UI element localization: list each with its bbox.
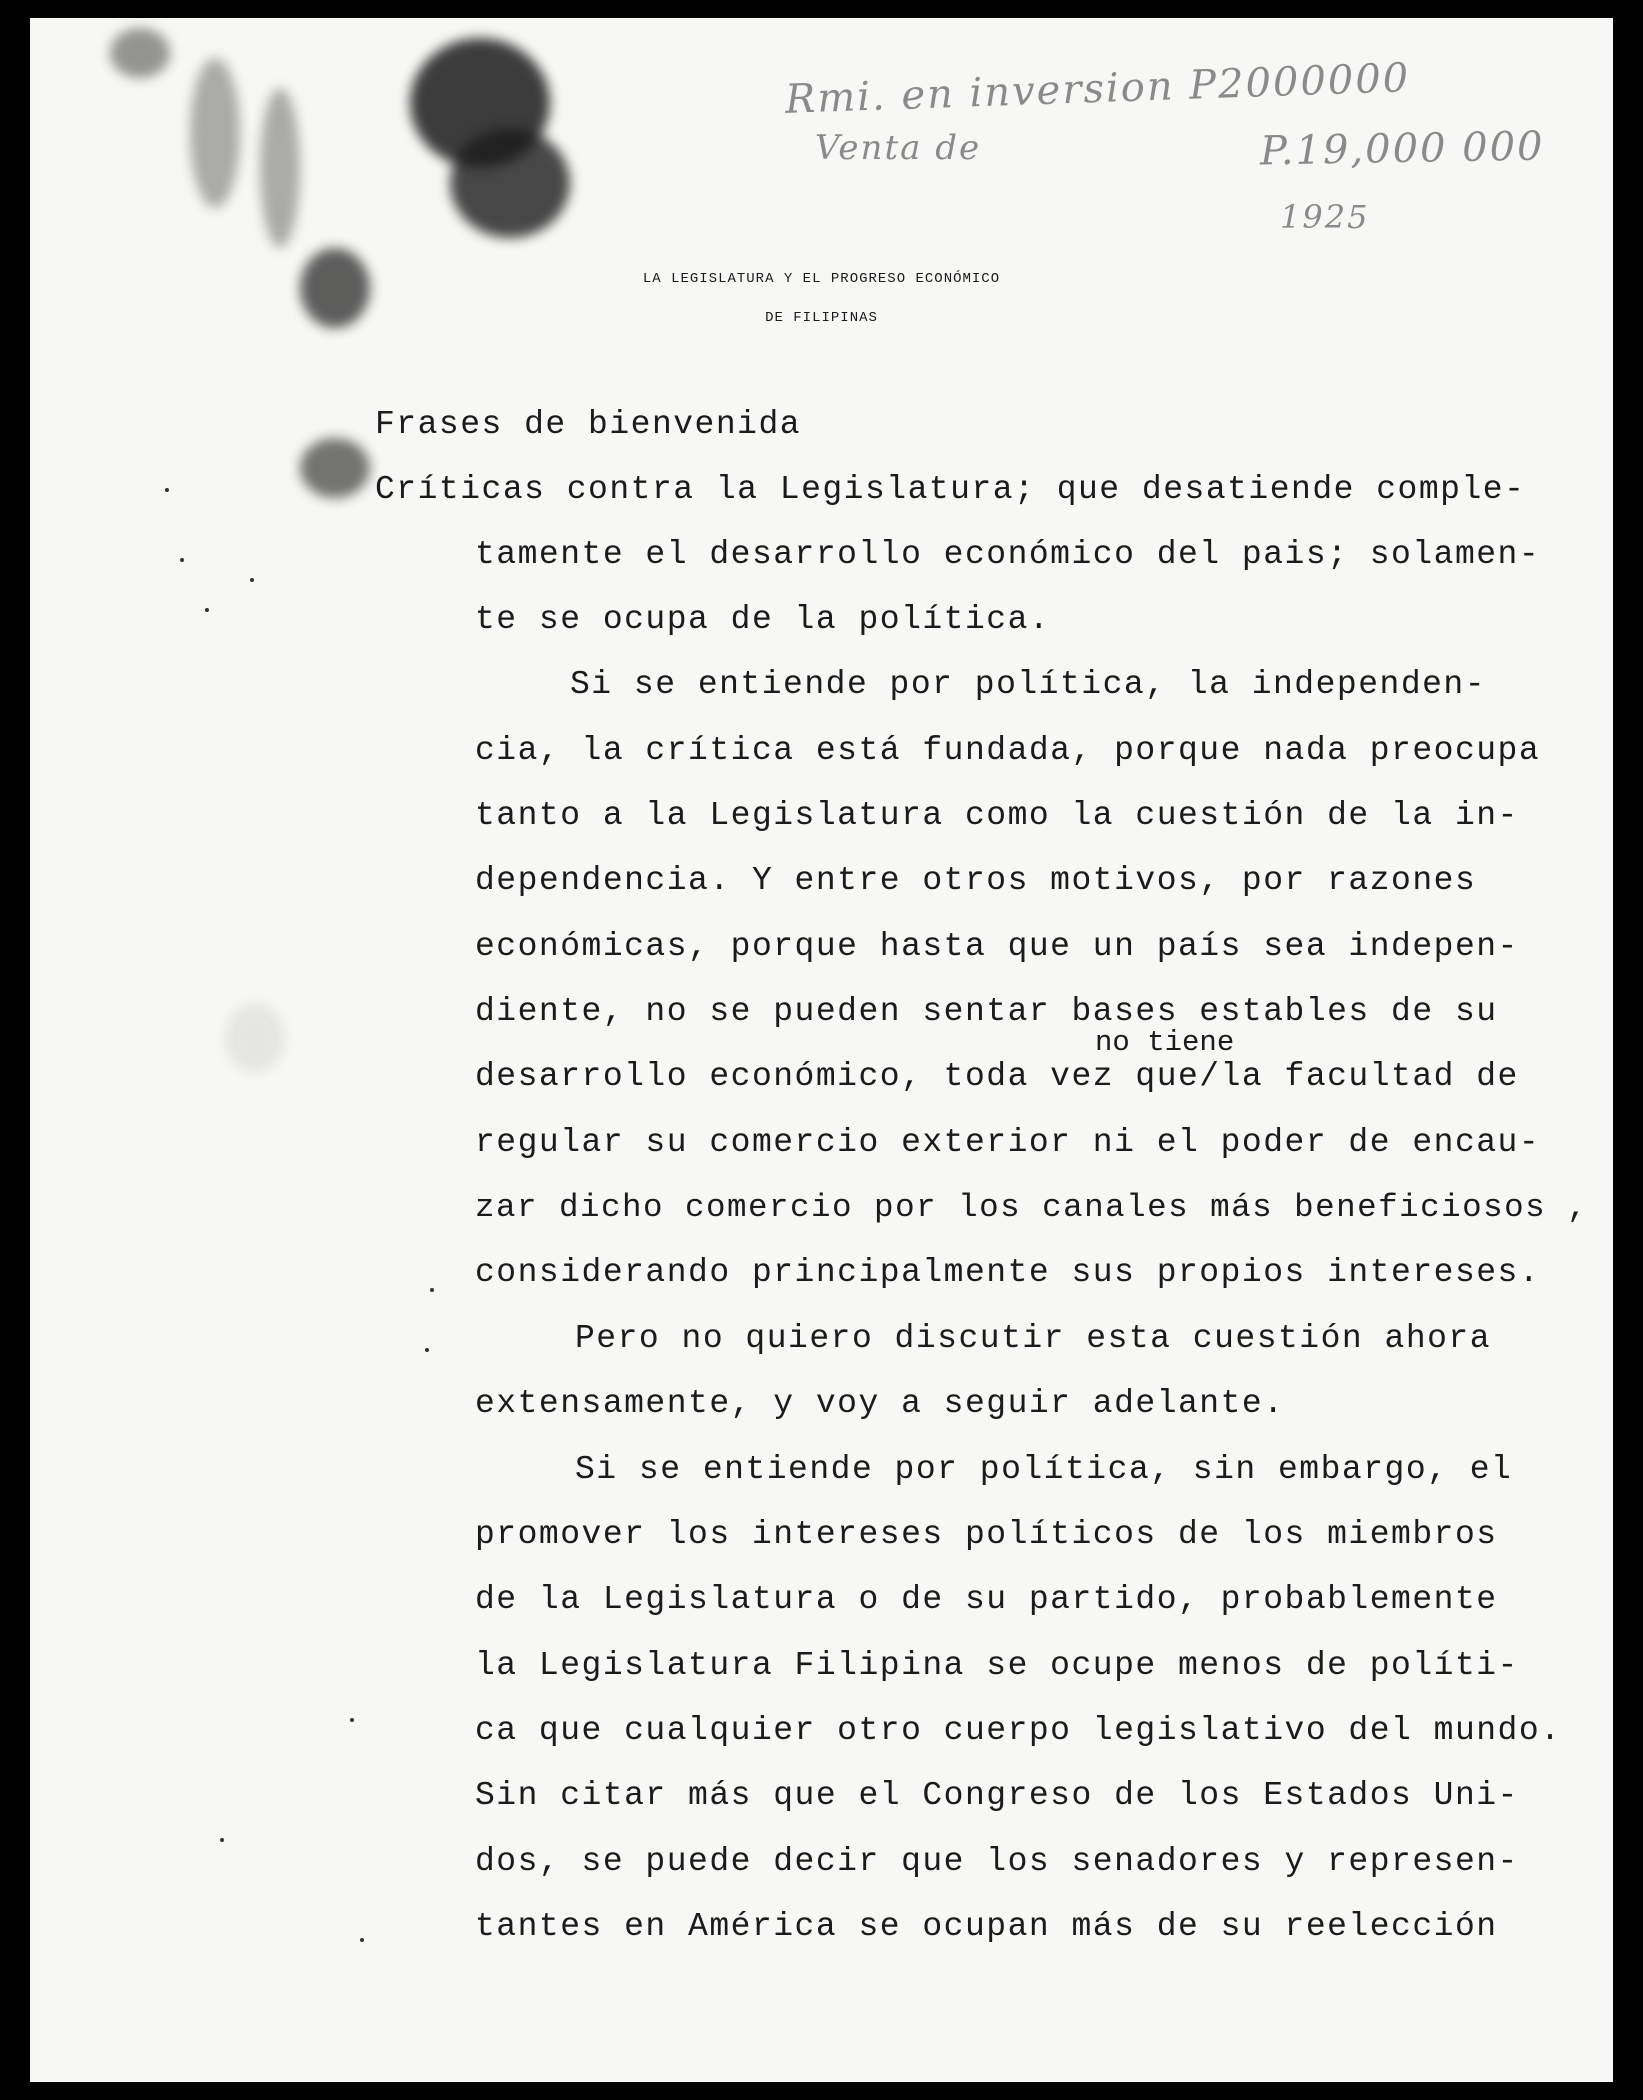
text-line: Sin citar más que el Congreso de los Estados Uni- [475,1777,1519,1814]
ink-speck [205,608,209,612]
ink-speck [425,1348,429,1352]
ink-speck [180,558,184,562]
text-line: dependencia. Y entre otros motivos, por razones [475,862,1477,899]
text-line: considerando principalmente sus propios intereses. [475,1254,1541,1291]
document-title-line: DE FILIPINAS [765,310,878,326]
text-line: zar dicho comercio por los canales más beneficiosos , [475,1189,1589,1226]
document-title-line: LA LEGISLATURA Y EL PROGRESO ECONÓMICO [642,271,1001,287]
text-line: dos, se puede decir que los senadores y represen- [475,1843,1519,1880]
text-line: desarrollo económico, toda vez que/la facultad de [475,1058,1519,1095]
ink-speck [430,1288,434,1292]
text-line: tamente el desarrollo económico del pais; solamen- [475,536,1541,573]
handwritten-note: Venta de [815,128,982,168]
text-line: tanto a la Legislatura como la cuestión de la in- [475,797,1519,834]
text-line: Si se entiende por política, sin embargo, el [575,1451,1513,1488]
ink-speck [220,1838,224,1842]
text-line: Si se entiende por política, la independen- [570,666,1487,703]
document-page [30,18,1613,2082]
text-line: extensamente, y voy a seguir adelante. [475,1385,1285,1422]
text-line: promover los intereses políticos de los miembros [475,1516,1498,1553]
ink-speck [360,1938,364,1942]
ink-stain [300,438,370,498]
text-line: de la Legislatura o de su partido, probablemente [475,1581,1498,1618]
text-line: te se ocupa de la política. [475,601,1051,638]
ink-stain [110,28,170,78]
ink-stain [260,88,300,248]
text-line: regular su comercio exterior ni el poder de encau- [475,1124,1541,1161]
interlinear-insertion: no tiene [1095,1026,1235,1059]
text-line: tantes en América se ocupan más de su reelección [475,1908,1498,1945]
text-line: la Legislatura Filipina se ocupe menos de políti- [475,1647,1519,1684]
text-line: cia, la crítica está fundada, porque nada preocupa [475,732,1541,769]
handwritten-note: P.19,000 000 [1259,123,1545,175]
ink-speck [250,578,254,582]
text-line: Pero no quiero discutir esta cuestión ahora [575,1320,1492,1357]
ink-speck [165,488,169,492]
text-line: Críticas contra la Legislatura; que desatiende comple- [375,471,1526,508]
ink-stain [450,128,570,238]
text-line: ca que cualquier otro cuerpo legislativo del mundo. [475,1712,1562,1749]
handwritten-year: 1925 [1280,198,1370,236]
ink-speck [350,1718,354,1722]
ink-stain [225,1003,285,1073]
ink-stain [190,58,240,208]
text-line: diente, no se pueden sentar bases estables de su [475,993,1498,1030]
handwritten-note: Rmi. en inversion P2000000 [784,55,1411,123]
text-line: Frases de bienvenida [375,406,802,443]
text-line: económicas, porque hasta que un país sea indepen- [475,928,1519,965]
